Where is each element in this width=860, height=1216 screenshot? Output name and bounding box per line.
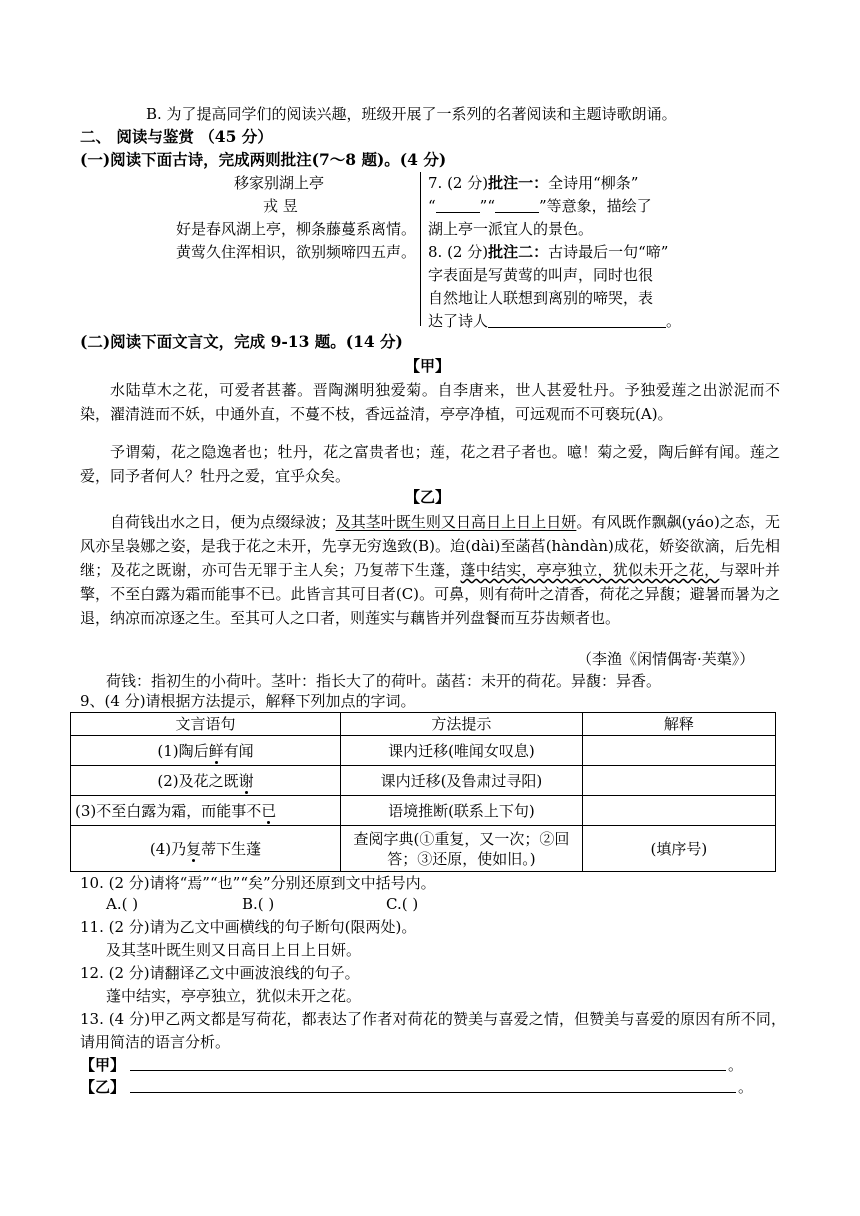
section-2-heading: 二、 阅读与鉴赏 （45 分） [80,127,273,146]
q7-label: 批注一： [488,174,549,192]
dotted-char: 谢 [238,771,254,790]
source-citation: （李渔《闲情偶寄·芙蕖》） [577,650,755,668]
header-sentence: 文言语句 [71,713,341,736]
part-1-title: (一)阅读下面古诗，完成两则批注(7～8 题)。(4 分) [80,150,447,169]
q8-line-2: 字表面是写黄莺的叫声，同时也很 [428,266,654,284]
poem-title: 移家别湖上亭 [234,174,325,192]
poem-line-1: 好是春风湖上亭，柳条藤蔓系离情。 [176,220,417,238]
table-row: (1)陶后鲜有闻 课内迁移(唯闻女叹息) [71,736,776,766]
table-row: (3)不至白露为霜，而能事不已 语境推断(联系上下句) [71,796,776,826]
q13-jia-label: 【甲】 [80,1056,126,1074]
table-row: (2)及花之既谢 课内迁移(及鲁肃过寻阳) [71,766,776,796]
table-header-row [71,713,776,736]
q12-title: 12. (2 分)请翻译乙文中画波浪线的句子。 [80,964,360,982]
poem-divider [420,172,421,326]
q11-title: 11. (2 分)请为乙文中画横线的句子断句(限两处)。 [80,918,417,936]
table-row: (4)乃复蒂下生蓬 查阅字典(①重复，又一次；②回答；③还原，使如旧。) (填序号) [71,826,776,872]
q8-label: 批注二： [488,243,549,261]
q11-sentence: 及其茎叶既生则又日高日上日上日妍。 [106,941,362,959]
yi-wavy-underline-sentence: 蓬中结实，亭亭独立，犹似未开之花， [460,561,720,579]
q8-line-4: 达了诗人 。 [428,312,682,330]
q13-yi-answer-line[interactable] [130,1092,736,1093]
q7-blank-2[interactable] [495,196,539,213]
q10-answer-a[interactable]: A.( ) [106,895,139,913]
q8-line-1 [428,241,668,263]
q13-title: 13. (4 分)甲乙两文都是写荷花，都表达了作者对荷花的赞美与喜爱之情，但赞美与喜爱的原因有所不同，请用简洁的语言分析。 [80,1010,786,1051]
q8-text-1: 古诗最后一句“啼” [548,243,669,261]
q9-table [70,712,776,872]
q7-line-1 [428,172,638,194]
q12-sentence: 蓬中结实，亭亭独立，犹似未开之花。 [106,987,362,1005]
dotted-char: 已 [261,801,277,820]
q13-jia-answer-line[interactable] [130,1070,726,1071]
part-2-title: (二)阅读下面文言文，完成 9-13 题。(14 分) [80,332,403,351]
header-method: 方法提示 [341,713,583,736]
q10-answer-c[interactable]: C.( ) [386,895,419,913]
yi-paragraph: 自荷钱出水之日，便为点缀绿波；及其茎叶既生则又日高日上日上日妍。有风既作飘飙(yáo)之态，无风亦呈袅娜之姿，是我于花之未开，先享无穷逸致(B)。迨(dài)至菡萏(hàndàn)成花，娇姿欲滴，后先相继；及花之既谢，亦可告无罪于主人矣；乃复蒂下生蓬，蓬中结实，亭亭独立，犹似未开之花，与翠叶并擎，不至白露为霜而能事不已。此皆言其可目者(C)。可鼻，则有荷叶之清香，荷花之异馥；避暑而暑为之退，纳凉而凉逐之生。至其可人之口者，则莲实与藕皆并列盘餐而互芬齿颊者也。 [80,513,780,627]
poem-line-2: 黄莺久住浑相识，欲别频啼四五声。 [176,243,417,261]
header-explanation: 解释 [582,713,775,736]
q8-prefix: 8. (2 分) [428,243,489,261]
answer-cell[interactable]: (填序号) [582,826,775,872]
jia-paragraph-2: 予谓菊，花之隐逸者也；牡丹，花之富贵者也；莲，花之君子者也。噫！菊之爱，陶后鲜有闻。莲之爱，同予者何人？牡丹之爱，宜乎众矣。 [80,443,780,485]
option-b-line: B. 为了提高同学们的阅读兴趣，班级开展了一系列的名著阅读和主题诗歌朗诵。 [146,105,677,123]
poem-author: 戎 昱 [263,197,298,215]
q7-line-3: 湖上亭一派宜人的景色。 [428,220,594,238]
yi-straight-underline-sentence: 及其茎叶既生则又日高日上日上日妍 [335,513,577,531]
q8-blank[interactable] [488,311,666,328]
q13-yi-label: 【乙】 [80,1078,126,1096]
notes: 荷钱：指初生的小荷叶。茎叶：指长大了的荷叶。菡萏：未开的荷花。异馥：异香。 [106,672,662,690]
answer-cell[interactable] [582,736,775,766]
q8-line-3: 自然地让人联想到离别的啼哭，表 [428,289,654,307]
q10-answer-b[interactable]: B.( ) [242,895,275,913]
jia-paragraph-1: 水陆草木之花，可爱者甚蕃。晋陶渊明独爱菊。自李唐来，世人甚爱牡丹。予独爱莲之出淤泥而不染，濯清涟而不妖，中通外直，不蔓不枝，香远益清，亭亭净植，可远观而不可亵玩(A)。 [80,381,780,423]
q7-prefix: 7. (2 分) [428,174,489,192]
jia-label: 【甲】 [405,357,451,375]
q10-title: 10. (2 分)请将“焉”“也”“矣”分别还原到文中括号内。 [80,874,436,892]
dotted-char: 复 [186,839,202,858]
q7-blank-1[interactable] [436,196,480,213]
q9-title: 9、(4 分)请根据方法提示，解释下列加点的字词。 [80,692,416,710]
answer-cell[interactable] [582,796,775,826]
q7-text-1: 全诗用“柳条” [548,174,639,192]
dotted-char: 鲜 [208,741,224,760]
q7-line-2: “ ”“ ”等意象，描绘了 [428,197,652,215]
yi-label: 【乙】 [405,488,451,506]
document-page: B. 为了提高同学们的阅读兴趣，班级开展了一系列的名著阅读和主题诗歌朗诵。 二、 阅读与鉴赏 （45 分） (一)阅读下面古诗，完成两则批注(7～8 题)。(4 分) 移家别湖上亭 戎 昱 好是春风湖上亭，柳条藤蔓系离情。 黄莺久住浑相识，欲别频啼四五声。 7. (2 分)批注一：全诗用“柳条” “ ”“ ”等意象，描绘了 湖上亭一派宜人的景色。 8. (2 分)批注二：古诗最后一句“啼” 字表面是写黄莺的叫声，同时也很 自然地让人联想到离别的啼哭，表 达了诗人 。 (二)阅读下面文言文，完成 9-13 题。(14 分) 【甲】 水陆草木之花，可爱者甚蕃。晋陶渊明独爱菊。自李唐来，世人甚爱牡丹。予独爱莲之出淤泥而不染，濯清涟而不妖，中通外直，不蔓不枝，香远益清，亭亭净植，可远观而不可亵玩(A)。 予谓菊，花之隐逸者也；牡丹，花之富贵者也；莲，花之君子者也。噫！菊之爱，陶后鲜有闻。莲之爱，同予者何人？牡丹之爱，宜乎众矣。 【乙】 自荷钱出水之日，便为点缀绿波；及其茎叶既生则又日高日上日上日妍。有风既作飘飙(yáo)之态，无风亦呈袅娜之姿，是我于花之未开，先享无穷逸致(B)。迨(dài)至菡萏(hàndàn)成花，娇姿欲滴，后先相继；及花之既谢，亦可告无罪于主人矣；乃复蒂下生蓬，蓬中结实，亭亭独立，犹似未开之花，与翠叶并擎，不至白露为霜而能事不已。此皆言其可目者(C)。可鼻，则有荷叶之清香，荷花之异馥；避暑而暑为之退，纳凉而凉逐之生。至其可人之口者，则莲实与藕皆并列盘餐而互芬齿颊者也。 （李渔《闲情偶寄·芙蕖》） 荷钱：指初生的小荷叶。茎叶：指长大了的荷叶。菡萏：未开的荷花。异馥：异香。 9、(4 分)请根据方法提示，解释下列加点的字词。 文言语句 方法提示 解释 (1)陶后鲜有闻 课内迁移(唯闻女叹息) (2)及花之既谢 课内迁移(及鲁肃过寻阳) (3)不至白露为霜，而能事不已 语境推断(联系上下句) (4)乃复蒂下生蓬 查阅字典(①重复，又一次；②回答；③还原，使如旧。) (填序号) 10. (2 分)请将“焉”“也”“矣”分别还原到文中括号内。 A.( ) B.( ) C.( ) 11. (2 分)请为乙文中画横线的句子断句(限两处)。 及其茎叶既生则又日高日上日上日妍。 12. (2 分)请翻译乙文中画波浪线的句子。 蓬中结实，亭亭独立，犹似未开之花。 13. (4 分)甲乙两文都是写荷花，都表达了作者对荷花的赞美与喜爱之情，但赞美与喜爱的原因有所不同，请用简洁的语言分析。 【甲】 。 【乙】 。 [0,0,860,1216]
answer-cell[interactable] [582,766,775,796]
